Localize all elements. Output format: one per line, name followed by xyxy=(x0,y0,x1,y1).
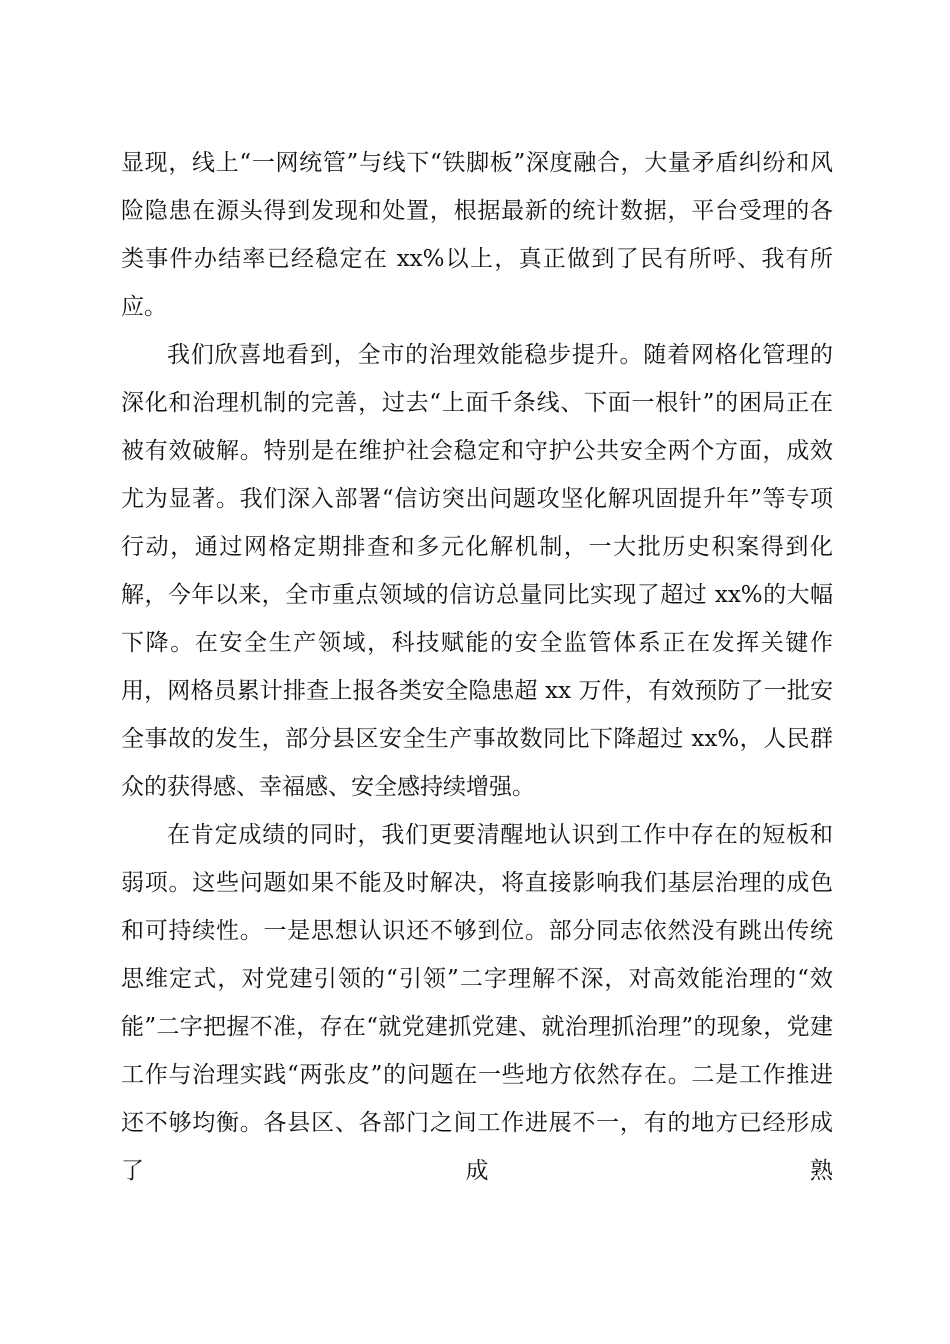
document-body xyxy=(121,139,833,1195)
paragraph-1: 显现，线上“一网统管”与线下“铁脚板”深度融合，大量矛盾纠纷和风险隐患在源头得到发现和处置，根据最新的统计数据，平台受理的各类事件办结率已经稳定在 xx%以上，真正做到了民有所呼、我有所应。 xyxy=(121,150,833,320)
paragraph-2: 我们欣喜地看到，全市的治理效能稳步提升。随着网格化管理的深化和治理机制的完善，过去“上面千条线、下面一根针”的困局正在被有效破解。特别是在维护社会稳定和守护公共安全两个方面，成效尤为显著。我们深入部署“信访突出问题攻坚化解巩固提升年”等专项行动，通过网格定期排查和多元化解机制，一大批历史积案得到化解，今年以来，全市重点领域的信访总量同比实现了超过 xx%的大幅下降。在安全生产领域，科技赋能的安全监管体系正在发挥关键作用，网格员累计排查上报各类安全隐患超 xx 万件，有效预防了一批安全事故的发生，部分县区安全生产事故数同比下降超过 xx%，人民群众的获得感、幸福感、安全感持续增强。 xyxy=(121,342,833,800)
paragraph-3: 在肯定成绩的同时，我们更要清醒地认识到工作中存在的短板和弱项。这些问题如果不能及时解决，将直接影响我们基层治理的成色和可持续性。一是思想认识还不够到位。部分同志依然没有跳出传统思维定式，对党建引领的“引领”二字理解不深，对高效能治理的“效能”二字把握不准，存在“就党建抓党建、就治理抓治理”的现象，党建工作与治理实践“两张皮”的问题在一些地方依然存在。二是工作推进还不够均衡。各县区、各部门之间工作进展不一，有的地方已经形成了成熟 xyxy=(121,822,833,1184)
